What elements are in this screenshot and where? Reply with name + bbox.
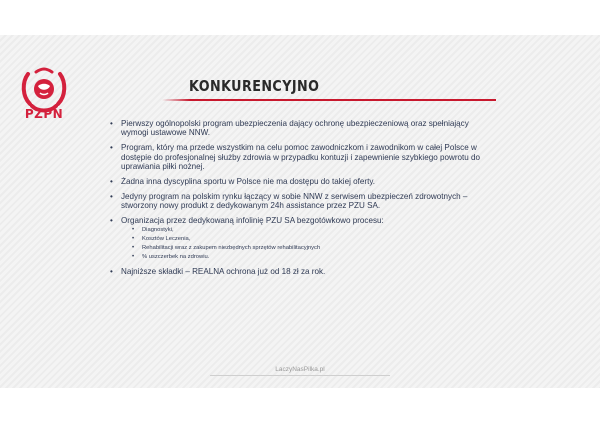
slide-title: KONKURENCYJNO: [189, 77, 320, 95]
bullet-item-with-sublist: [110, 216, 488, 261]
bullet-text: Organizacja przez dedykowaną infolinię PZU SA bezgotówkowo procesu:: [121, 216, 384, 226]
footer-text: LaczyNasPilka.pl: [275, 366, 325, 373]
bullet-item: • Jedyny program na polskim rynku łączący w sobie NNW z serwisem ubezpieczeń zdrowotnych – stworzony nowy produkt z dedykowanym 24h assistance przez PZU SA.: [110, 192, 488, 211]
slide-content: [110, 119, 488, 282]
sub-bullet-list: [121, 226, 488, 262]
sub-bullet-item: • Diagnostyki,: [121, 226, 488, 235]
sub-bullet-item: • Kosztów Leczenia,: [121, 235, 488, 244]
logo-text: PZPN: [24, 107, 64, 121]
bullet-item: • Program, który ma przede wszystkim na celu pomoc zawodniczkom i zawodnikom w całej Polsce w dostępie do profesjonalnej służby zdrowia w przypadku kontuzji i zapewnienie szybkiego powrotu do uprawiania piłki nożnej.: [110, 143, 488, 171]
sub-bullet-item: • Rehabilitacji wraz z zakupem niezbędnych sprzętów rehabilitacyjnych: [121, 244, 488, 253]
bullet-item: • Najniższe składki – REALNA ochrona już od 18 zł za rok.: [110, 267, 488, 276]
footer-divider: [210, 375, 390, 376]
bullet-item: • Pierwszy ogólnopolski program ubezpieczenia dający ochronę ubezpieczeniową oraz spełniający wymogi ustawowe NNW.: [110, 119, 488, 138]
title-underline: [190, 99, 496, 101]
bullet-list: [110, 119, 488, 277]
presentation-slide: [0, 35, 600, 388]
sub-bullet-item: • % uszczerbek na zdrowiu.: [121, 253, 488, 262]
bullet-item: • Żadna inna dyscyplina sportu w Polsce nie ma dostępu do takiej oferty.: [110, 177, 488, 186]
